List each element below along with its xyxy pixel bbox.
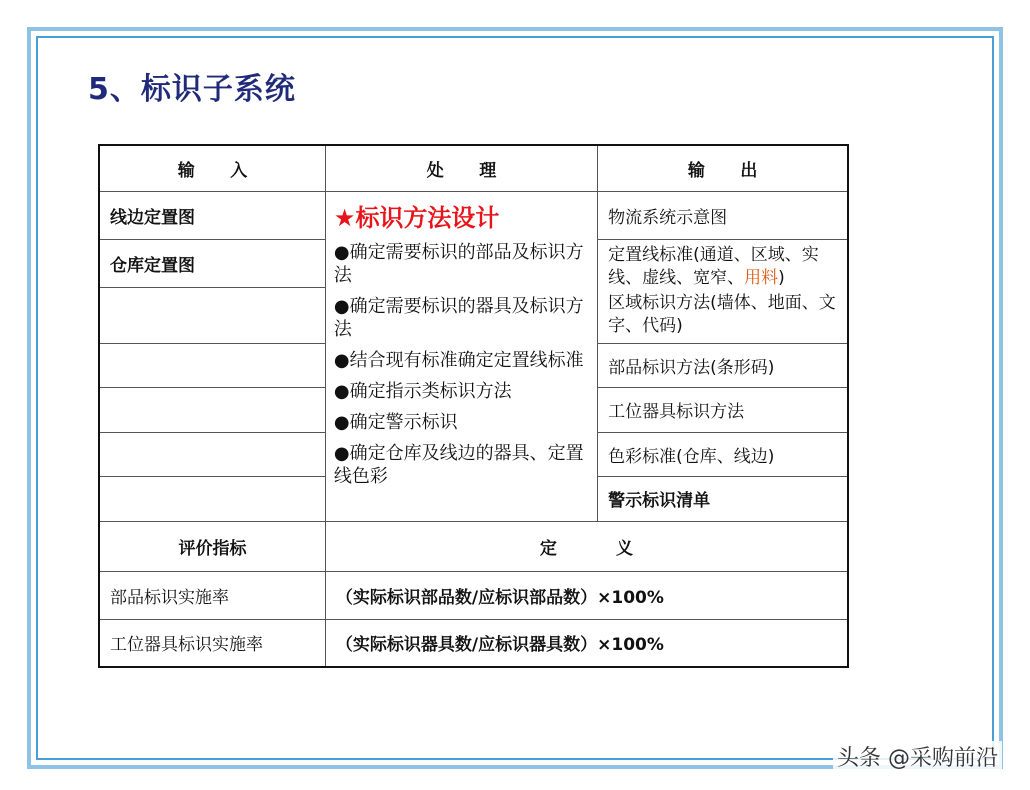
metric-row: [99, 619, 848, 667]
metric-name: 部品标识实施率: [99, 571, 325, 619]
process-item: ●结合现有标准确定定置线标准: [333, 349, 584, 371]
output-line-text: 区域标识方法(墙体、地面、文字、代码): [608, 293, 836, 336]
input-cell: 仓库定置图: [99, 239, 325, 287]
metric-definition: （实际标识部品数/应标识部品数）×100%: [325, 571, 848, 619]
metrics-header-definition: 定 义: [325, 521, 848, 571]
input-cell: 线边定置图: [99, 191, 325, 239]
output-cell: 色彩标准(仓库、线边): [598, 432, 848, 476]
output-text: 定置线标准(通道、区域、实线、虚线、宽窄、: [608, 245, 819, 288]
input-cell-empty: [99, 476, 325, 521]
input-cell-empty: [99, 287, 325, 343]
header-row: [99, 145, 848, 191]
metrics-header-name: 评价指标: [99, 521, 325, 571]
header-input: 输 入: [99, 145, 325, 191]
header-process: 处 理: [325, 145, 597, 191]
input-cell-empty: [99, 387, 325, 432]
process-item: ●确定需要标识的部品及标识方法: [333, 241, 584, 286]
metric-name: 工位器具标识实施率: [99, 619, 325, 667]
metric-row: [99, 571, 848, 619]
identification-table: [98, 144, 849, 668]
output-text: ): [778, 268, 785, 288]
metrics-header-row: [99, 521, 848, 571]
header-output: 输 出: [598, 145, 848, 191]
output-cell: 物流系统示意图: [598, 191, 848, 239]
process-title: ★标识方法设计: [333, 203, 500, 232]
input-cell-empty: [99, 432, 325, 476]
slide-title: 5、标识子系统: [88, 72, 296, 107]
output-line-text: [608, 244, 837, 290]
watermark: 头条 @采购前沿: [833, 741, 1002, 772]
metric-definition: （实际标识器具数/应标识器具数）×100%: [325, 619, 848, 667]
process-item: ●确定仓库及线边的器具、定置线色彩: [333, 442, 584, 487]
process-cell: [325, 191, 597, 521]
output-cell: 部品标识方法(条形码): [598, 343, 848, 387]
output-cell: 工位器具标识方法: [598, 387, 848, 432]
process-item: ●确定警示标识: [333, 411, 458, 433]
output-cell: [598, 239, 848, 343]
output-highlight: 用料: [744, 268, 779, 288]
process-item: ●确定需要标识的器具及标识方法: [333, 295, 584, 340]
output-cell: 警示标识清单: [598, 476, 848, 521]
process-item: ●确定指示类标识方法: [333, 380, 512, 402]
input-cell-empty: [99, 343, 325, 387]
table-row: [99, 191, 848, 239]
